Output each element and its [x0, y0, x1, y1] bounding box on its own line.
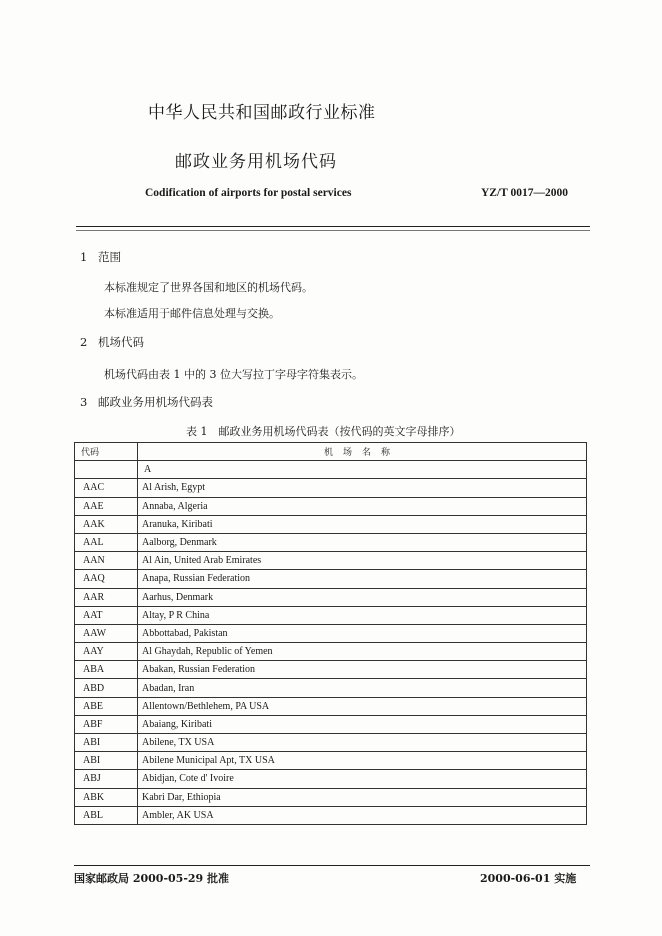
airport-name: Abadan, Iran	[138, 679, 587, 697]
section-2-paragraph-1: 机场代码由表 1 中的 3 位大写拉丁字母字符集表示。	[104, 368, 363, 381]
table-row	[75, 734, 587, 752]
table-caption: 表 1 邮政业务用机场代码表（按代码的英文字母排序）	[186, 425, 461, 438]
group-letter: A	[138, 461, 587, 479]
table-row	[75, 661, 587, 679]
section-2-heading	[80, 334, 144, 350]
group-code-cell	[75, 461, 138, 479]
section-title: 邮政业务用机场代码表	[98, 395, 213, 409]
section-title: 范围	[98, 250, 121, 264]
table-row	[75, 588, 587, 606]
english-title: Codification of airports for postal services	[145, 187, 352, 199]
column-header-name: 机场名称	[138, 443, 587, 461]
header-rule-thin	[76, 230, 590, 231]
group-row	[75, 461, 587, 479]
airport-code-table	[74, 442, 587, 825]
airport-code: ABK	[75, 788, 138, 806]
table-row	[75, 715, 587, 733]
section-title: 机场代码	[98, 335, 144, 349]
table-row	[75, 606, 587, 624]
airport-code: AAR	[75, 588, 138, 606]
approval-date: 国家邮政局 2000-05-29 批准	[74, 872, 230, 885]
airport-code: AAL	[75, 533, 138, 551]
table-row	[75, 497, 587, 515]
table-row	[75, 679, 587, 697]
airport-name: Abilene Municipal Apt, TX USA	[138, 752, 587, 770]
airport-name: Ambler, AK USA	[138, 806, 587, 824]
airport-name: Aranuka, Kiribati	[138, 515, 587, 533]
airport-code: ABI	[75, 734, 138, 752]
airport-code: ABI	[75, 752, 138, 770]
table-row	[75, 552, 587, 570]
airport-name: Al Ghaydah, Republic of Yemen	[138, 643, 587, 661]
section-number: 3	[80, 395, 88, 409]
airport-name: Kabri Dar, Ethiopia	[138, 788, 587, 806]
airport-name: Aalborg, Denmark	[138, 533, 587, 551]
table-header-row	[75, 443, 587, 461]
airport-code: ABL	[75, 806, 138, 824]
airport-code: ABA	[75, 661, 138, 679]
section-number: 1	[80, 250, 88, 264]
airport-code: AAW	[75, 624, 138, 642]
airport-code: ABJ	[75, 770, 138, 788]
airport-name: Abilene, TX USA	[138, 734, 587, 752]
document-title: 邮政业务用机场代码	[175, 152, 337, 172]
airport-name: Altay, P R China	[138, 606, 587, 624]
airport-name: Abidjan, Cote d' Ivoire	[138, 770, 587, 788]
airport-name: Allentown/Bethlehem, PA USA	[138, 697, 587, 715]
header-rule	[76, 226, 590, 227]
effective-date: 2000-06-01 实施	[480, 872, 577, 885]
table-row	[75, 479, 587, 497]
airport-name: Al Arish, Egypt	[138, 479, 587, 497]
airport-code: AAE	[75, 497, 138, 515]
airport-code: AAC	[75, 479, 138, 497]
section-1-paragraph-1: 本标准规定了世界各国和地区的机场代码。	[104, 281, 313, 294]
airport-name: Abakan, Russian Federation	[138, 661, 587, 679]
table-row	[75, 697, 587, 715]
airport-name: Al Ain, United Arab Emirates	[138, 552, 587, 570]
airport-name: Anapa, Russian Federation	[138, 570, 587, 588]
airport-code: AAY	[75, 643, 138, 661]
footer-rule	[74, 865, 590, 866]
section-number: 2	[80, 335, 88, 349]
airport-name: Abbottabad, Pakistan	[138, 624, 587, 642]
airport-code: AAT	[75, 606, 138, 624]
airport-name: Abaiang, Kiribati	[138, 715, 587, 733]
standard-name: 中华人民共和国邮政行业标准	[148, 103, 376, 123]
table-row	[75, 770, 587, 788]
table-row	[75, 624, 587, 642]
airport-code: ABD	[75, 679, 138, 697]
table-row	[75, 533, 587, 551]
table-row	[75, 643, 587, 661]
standard-code: YZ/T 0017—2000	[481, 187, 569, 199]
table-row	[75, 570, 587, 588]
table-row	[75, 788, 587, 806]
table-row	[75, 752, 587, 770]
table-row	[75, 806, 587, 824]
airport-code: ABF	[75, 715, 138, 733]
section-1-heading	[80, 249, 121, 265]
airport-code: ABE	[75, 697, 138, 715]
column-header-code: 代码	[75, 443, 138, 461]
airport-code: AAN	[75, 552, 138, 570]
airport-code: AAQ	[75, 570, 138, 588]
airport-code: AAK	[75, 515, 138, 533]
airport-name: Annaba, Algeria	[138, 497, 587, 515]
airport-name: Aarhus, Denmark	[138, 588, 587, 606]
section-3-heading	[80, 394, 213, 410]
table-row	[75, 515, 587, 533]
section-1-paragraph-2: 本标准适用于邮件信息处理与交换。	[104, 307, 280, 320]
